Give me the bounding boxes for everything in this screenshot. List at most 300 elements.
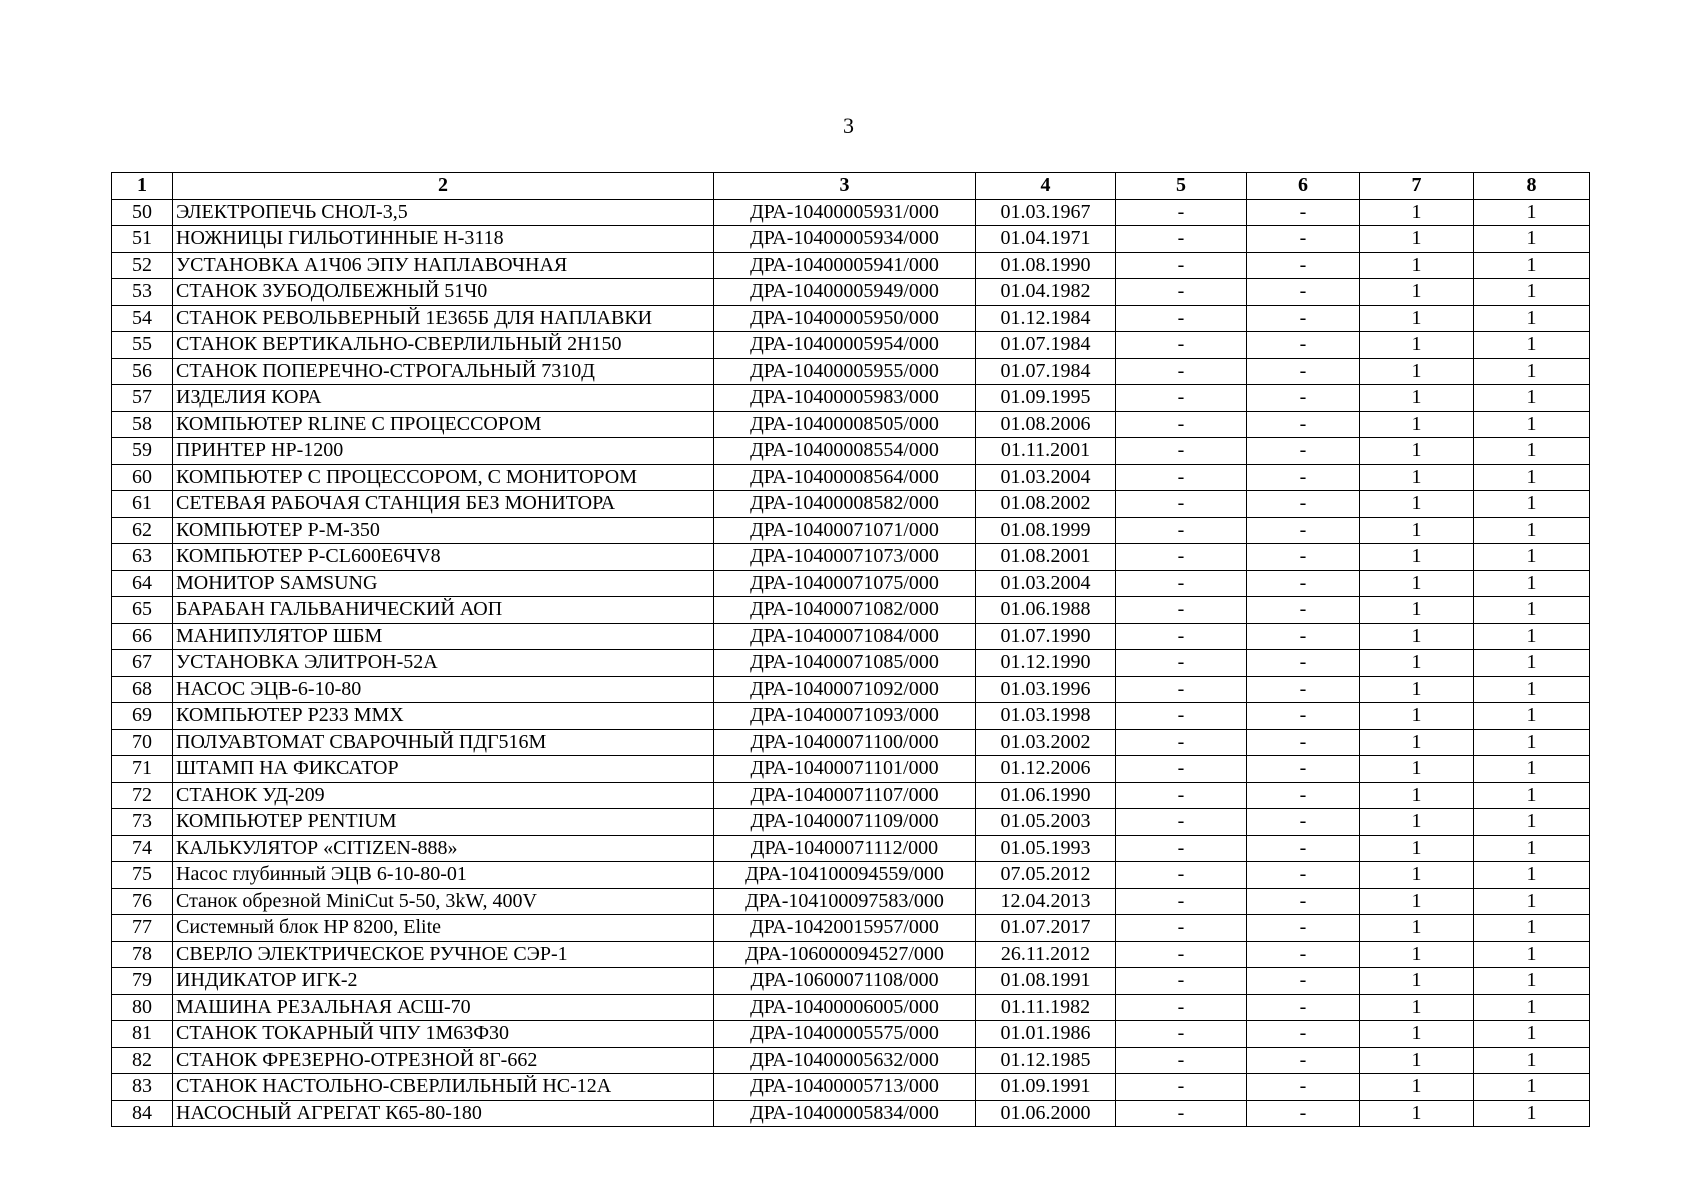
- row-number-cell: 69: [112, 703, 173, 730]
- table-row: [112, 491, 1590, 518]
- row-number-cell: 54: [112, 305, 173, 332]
- row-number-cell: 75: [112, 862, 173, 889]
- col8-cell: 1: [1474, 968, 1590, 995]
- inventory-code-cell: ДРА-10400071082/000: [714, 597, 976, 624]
- date-cell: 01.03.2002: [976, 729, 1116, 756]
- table-row: [112, 968, 1590, 995]
- item-name-cell: СТАНОК ВЕРТИКАЛЬНО-СВЕРЛИЛЬНЫЙ 2Н150: [173, 332, 714, 359]
- col8-cell: 1: [1474, 729, 1590, 756]
- col8-cell: 1: [1474, 1021, 1590, 1048]
- row-number-cell: 62: [112, 517, 173, 544]
- col5-cell: -: [1116, 544, 1247, 571]
- table-row: [112, 888, 1590, 915]
- col8-cell: 1: [1474, 1047, 1590, 1074]
- item-name-cell: БАРАБАН ГАЛЬВАНИЧЕСКИЙ АОП: [173, 597, 714, 624]
- row-number-cell: 82: [112, 1047, 173, 1074]
- col7-cell: 1: [1360, 1047, 1474, 1074]
- table-row: [112, 332, 1590, 359]
- col8-cell: 1: [1474, 199, 1590, 226]
- table-row: [112, 809, 1590, 836]
- col6-cell: -: [1247, 782, 1360, 809]
- inventory-code-cell: ДРА-10400071071/000: [714, 517, 976, 544]
- table-row: [112, 915, 1590, 942]
- col5-cell: -: [1116, 703, 1247, 730]
- col6-cell: -: [1247, 226, 1360, 253]
- inventory-code-cell: ДРА-10400071107/000: [714, 782, 976, 809]
- item-name-cell: ПОЛУАВТОМАТ СВАРОЧНЫЙ ПДГ516М: [173, 729, 714, 756]
- col6-cell: -: [1247, 729, 1360, 756]
- column-header: 7: [1360, 173, 1474, 200]
- col7-cell: 1: [1360, 703, 1474, 730]
- date-cell: 01.09.1995: [976, 385, 1116, 412]
- col5-cell: -: [1116, 729, 1247, 756]
- table-body: [112, 199, 1590, 1127]
- item-name-cell: КОМПЬЮТЕР Р233 ММХ: [173, 703, 714, 730]
- row-number-cell: 55: [112, 332, 173, 359]
- inventory-code-cell: ДРА-10400005950/000: [714, 305, 976, 332]
- col8-cell: 1: [1474, 623, 1590, 650]
- col5-cell: -: [1116, 226, 1247, 253]
- col6-cell: -: [1247, 332, 1360, 359]
- date-cell: 01.06.1990: [976, 782, 1116, 809]
- inventory-code-cell: ДРА-10400005941/000: [714, 252, 976, 279]
- item-name-cell: СВЕРЛО ЭЛЕКТРИЧЕСКОЕ РУЧНОЕ СЭР-1: [173, 941, 714, 968]
- date-cell: 01.03.2004: [976, 464, 1116, 491]
- date-cell: 01.09.1991: [976, 1074, 1116, 1101]
- col8-cell: 1: [1474, 915, 1590, 942]
- row-number-cell: 53: [112, 279, 173, 306]
- inventory-code-cell: ДРА-10400005954/000: [714, 332, 976, 359]
- col5-cell: -: [1116, 915, 1247, 942]
- col7-cell: 1: [1360, 1074, 1474, 1101]
- col8-cell: 1: [1474, 809, 1590, 836]
- table-row: [112, 1100, 1590, 1127]
- date-cell: 01.11.1982: [976, 994, 1116, 1021]
- col7-cell: 1: [1360, 199, 1474, 226]
- table-row: [112, 226, 1590, 253]
- inventory-code-cell: ДРА-10400071109/000: [714, 809, 976, 836]
- col6-cell: -: [1247, 809, 1360, 836]
- col7-cell: 1: [1360, 994, 1474, 1021]
- col8-cell: 1: [1474, 305, 1590, 332]
- col5-cell: -: [1116, 888, 1247, 915]
- date-cell: 01.07.2017: [976, 915, 1116, 942]
- col5-cell: -: [1116, 623, 1247, 650]
- col6-cell: -: [1247, 1074, 1360, 1101]
- col7-cell: 1: [1360, 597, 1474, 624]
- col8-cell: 1: [1474, 994, 1590, 1021]
- item-name-cell: КОМПЬЮТЕР С ПРОЦЕССОРОМ, С МОНИТОРОМ: [173, 464, 714, 491]
- col7-cell: 1: [1360, 279, 1474, 306]
- table-row: [112, 623, 1590, 650]
- col5-cell: -: [1116, 941, 1247, 968]
- col8-cell: 1: [1474, 544, 1590, 571]
- row-number-cell: 58: [112, 411, 173, 438]
- col5-cell: -: [1116, 650, 1247, 677]
- row-number-cell: 68: [112, 676, 173, 703]
- row-number-cell: 70: [112, 729, 173, 756]
- inventory-code-cell: ДРА-10600071108/000: [714, 968, 976, 995]
- date-cell: 01.07.1984: [976, 332, 1116, 359]
- item-name-cell: КОМПЬЮТЕР Р-М-350: [173, 517, 714, 544]
- col7-cell: 1: [1360, 1021, 1474, 1048]
- table-row: [112, 544, 1590, 571]
- inventory-code-cell: ДРА-10400008564/000: [714, 464, 976, 491]
- row-number-cell: 77: [112, 915, 173, 942]
- date-cell: 01.12.1990: [976, 650, 1116, 677]
- date-cell: 01.07.1990: [976, 623, 1116, 650]
- row-number-cell: 83: [112, 1074, 173, 1101]
- inventory-code-cell: ДРА-10400071075/000: [714, 570, 976, 597]
- col5-cell: -: [1116, 438, 1247, 465]
- table-row: [112, 729, 1590, 756]
- col8-cell: 1: [1474, 252, 1590, 279]
- col8-cell: 1: [1474, 570, 1590, 597]
- col5-cell: -: [1116, 252, 1247, 279]
- col7-cell: 1: [1360, 305, 1474, 332]
- col8-cell: 1: [1474, 676, 1590, 703]
- inventory-code-cell: ДРА-10400008554/000: [714, 438, 976, 465]
- table-row: [112, 703, 1590, 730]
- item-name-cell: КОМПЬЮТЕР RLINE С ПРОЦЕССОРОМ: [173, 411, 714, 438]
- date-cell: 01.06.1988: [976, 597, 1116, 624]
- col5-cell: -: [1116, 756, 1247, 783]
- col5-cell: -: [1116, 968, 1247, 995]
- col5-cell: -: [1116, 517, 1247, 544]
- row-number-cell: 73: [112, 809, 173, 836]
- col5-cell: -: [1116, 1047, 1247, 1074]
- col6-cell: -: [1247, 597, 1360, 624]
- row-number-cell: 57: [112, 385, 173, 412]
- table-row: [112, 517, 1590, 544]
- item-name-cell: Системный блок HP 8200, Elite: [173, 915, 714, 942]
- date-cell: 12.04.2013: [976, 888, 1116, 915]
- col6-cell: -: [1247, 411, 1360, 438]
- inventory-code-cell: ДРА-10400006005/000: [714, 994, 976, 1021]
- col6-cell: -: [1247, 756, 1360, 783]
- inventory-code-cell: ДРА-10400005949/000: [714, 279, 976, 306]
- inventory-code-cell: ДРА-104100097583/000: [714, 888, 976, 915]
- row-number-cell: 76: [112, 888, 173, 915]
- col6-cell: -: [1247, 1100, 1360, 1127]
- col6-cell: -: [1247, 544, 1360, 571]
- inventory-code-cell: ДРА-10400008505/000: [714, 411, 976, 438]
- table-row: [112, 438, 1590, 465]
- row-number-cell: 79: [112, 968, 173, 995]
- row-number-cell: 81: [112, 1021, 173, 1048]
- col5-cell: -: [1116, 464, 1247, 491]
- col5-cell: -: [1116, 994, 1247, 1021]
- col8-cell: 1: [1474, 650, 1590, 677]
- date-cell: 01.12.1985: [976, 1047, 1116, 1074]
- col5-cell: -: [1116, 279, 1247, 306]
- inventory-code-cell: ДРА-106000094527/000: [714, 941, 976, 968]
- col7-cell: 1: [1360, 782, 1474, 809]
- col6-cell: -: [1247, 862, 1360, 889]
- col7-cell: 1: [1360, 729, 1474, 756]
- table-row: [112, 597, 1590, 624]
- date-cell: 01.01.1986: [976, 1021, 1116, 1048]
- inventory-code-cell: ДРА-10400071093/000: [714, 703, 976, 730]
- row-number-cell: 71: [112, 756, 173, 783]
- item-name-cell: КОМПЬЮТЕР PENTIUM: [173, 809, 714, 836]
- table-row: [112, 1047, 1590, 1074]
- table-row: [112, 1074, 1590, 1101]
- table-row: [112, 835, 1590, 862]
- item-name-cell: МАНИПУЛЯТОР ШБМ: [173, 623, 714, 650]
- col6-cell: -: [1247, 835, 1360, 862]
- col6-cell: -: [1247, 491, 1360, 518]
- col7-cell: 1: [1360, 464, 1474, 491]
- column-header: 1: [112, 173, 173, 200]
- item-name-cell: НАСОСНЫЙ АГРЕГАТ К65-80-180: [173, 1100, 714, 1127]
- col5-cell: -: [1116, 305, 1247, 332]
- column-header: 6: [1247, 173, 1360, 200]
- inventory-code-cell: ДРА-10400071100/000: [714, 729, 976, 756]
- table-row: [112, 199, 1590, 226]
- table-header-row: [112, 173, 1590, 200]
- col8-cell: 1: [1474, 491, 1590, 518]
- item-name-cell: КАЛЬКУЛЯТОР «CITIZEN-888»: [173, 835, 714, 862]
- col6-cell: -: [1247, 1047, 1360, 1074]
- col7-cell: 1: [1360, 491, 1474, 518]
- col7-cell: 1: [1360, 888, 1474, 915]
- row-number-cell: 74: [112, 835, 173, 862]
- col6-cell: -: [1247, 570, 1360, 597]
- date-cell: 01.08.2006: [976, 411, 1116, 438]
- date-cell: 01.08.1990: [976, 252, 1116, 279]
- col7-cell: 1: [1360, 862, 1474, 889]
- col8-cell: 1: [1474, 756, 1590, 783]
- col7-cell: 1: [1360, 1100, 1474, 1127]
- table-row: [112, 994, 1590, 1021]
- row-number-cell: 80: [112, 994, 173, 1021]
- table-row: [112, 570, 1590, 597]
- col6-cell: -: [1247, 464, 1360, 491]
- col7-cell: 1: [1360, 756, 1474, 783]
- date-cell: 01.03.1998: [976, 703, 1116, 730]
- inventory-code-cell: ДРА-10400005834/000: [714, 1100, 976, 1127]
- item-name-cell: СЕТЕВАЯ РАБОЧАЯ СТАНЦИЯ БЕЗ МОНИТОРА: [173, 491, 714, 518]
- col5-cell: -: [1116, 199, 1247, 226]
- inventory-code-cell: ДРА-10400071112/000: [714, 835, 976, 862]
- date-cell: 01.11.2001: [976, 438, 1116, 465]
- row-number-cell: 84: [112, 1100, 173, 1127]
- table-row: [112, 385, 1590, 412]
- row-number-cell: 60: [112, 464, 173, 491]
- date-cell: 01.03.2004: [976, 570, 1116, 597]
- date-cell: 01.08.1991: [976, 968, 1116, 995]
- col7-cell: 1: [1360, 411, 1474, 438]
- col6-cell: -: [1247, 385, 1360, 412]
- inventory-code-cell: ДРА-10400005983/000: [714, 385, 976, 412]
- col5-cell: -: [1116, 411, 1247, 438]
- column-header: 3: [714, 173, 976, 200]
- col8-cell: 1: [1474, 835, 1590, 862]
- page-number: 3: [843, 113, 854, 138]
- col8-cell: 1: [1474, 597, 1590, 624]
- col6-cell: -: [1247, 623, 1360, 650]
- date-cell: 01.08.1999: [976, 517, 1116, 544]
- date-cell: 01.03.1967: [976, 199, 1116, 226]
- inventory-code-cell: ДРА-10400005713/000: [714, 1074, 976, 1101]
- table-row: [112, 464, 1590, 491]
- date-cell: 01.06.2000: [976, 1100, 1116, 1127]
- col7-cell: 1: [1360, 809, 1474, 836]
- col8-cell: 1: [1474, 332, 1590, 359]
- col5-cell: -: [1116, 597, 1247, 624]
- row-number-cell: 61: [112, 491, 173, 518]
- date-cell: 01.07.1984: [976, 358, 1116, 385]
- item-name-cell: МОНИТОР SAMSUNG: [173, 570, 714, 597]
- item-name-cell: ПРИНТЕР НР-1200: [173, 438, 714, 465]
- col6-cell: -: [1247, 703, 1360, 730]
- inventory-code-cell: ДРА-10400071084/000: [714, 623, 976, 650]
- col6-cell: -: [1247, 252, 1360, 279]
- col7-cell: 1: [1360, 650, 1474, 677]
- col5-cell: -: [1116, 358, 1247, 385]
- table-row: [112, 411, 1590, 438]
- table-row: [112, 252, 1590, 279]
- date-cell: 01.12.2006: [976, 756, 1116, 783]
- col5-cell: -: [1116, 1021, 1247, 1048]
- col6-cell: -: [1247, 650, 1360, 677]
- item-name-cell: СТАНОК РЕВОЛЬВЕРНЫЙ 1Е365Б ДЛЯ НАПЛАВКИ: [173, 305, 714, 332]
- col8-cell: 1: [1474, 226, 1590, 253]
- col8-cell: 1: [1474, 358, 1590, 385]
- col8-cell: 1: [1474, 517, 1590, 544]
- item-name-cell: СТАНОК НАСТОЛЬНО-СВЕРЛИЛЬНЫЙ НС-12А: [173, 1074, 714, 1101]
- item-name-cell: ЭЛЕКТРОПЕЧЬ СНОЛ-3,5: [173, 199, 714, 226]
- col8-cell: 1: [1474, 279, 1590, 306]
- inventory-code-cell: ДРА-104100094559/000: [714, 862, 976, 889]
- column-header: 8: [1474, 173, 1590, 200]
- col7-cell: 1: [1360, 358, 1474, 385]
- table-row: [112, 862, 1590, 889]
- col7-cell: 1: [1360, 385, 1474, 412]
- col5-cell: -: [1116, 385, 1247, 412]
- col7-cell: 1: [1360, 915, 1474, 942]
- inventory-code-cell: ДРА-10400005575/000: [714, 1021, 976, 1048]
- inventory-code-cell: ДРА-10400071085/000: [714, 650, 976, 677]
- col8-cell: 1: [1474, 385, 1590, 412]
- item-name-cell: СТАНОК ЗУБОДОЛБЕЖНЫЙ 51Ч0: [173, 279, 714, 306]
- col5-cell: -: [1116, 570, 1247, 597]
- col7-cell: 1: [1360, 835, 1474, 862]
- col6-cell: -: [1247, 994, 1360, 1021]
- table-row: [112, 941, 1590, 968]
- row-number-cell: 50: [112, 199, 173, 226]
- inventory-code-cell: ДРА-10400071073/000: [714, 544, 976, 571]
- date-cell: 07.05.2012: [976, 862, 1116, 889]
- table-row: [112, 279, 1590, 306]
- row-number-cell: 72: [112, 782, 173, 809]
- row-number-cell: 64: [112, 570, 173, 597]
- col7-cell: 1: [1360, 332, 1474, 359]
- date-cell: 26.11.2012: [976, 941, 1116, 968]
- col6-cell: -: [1247, 517, 1360, 544]
- date-cell: 01.04.1982: [976, 279, 1116, 306]
- col5-cell: -: [1116, 1074, 1247, 1101]
- column-header: 5: [1116, 173, 1247, 200]
- col7-cell: 1: [1360, 544, 1474, 571]
- table-row: [112, 756, 1590, 783]
- col6-cell: -: [1247, 676, 1360, 703]
- inventory-code-cell: ДРА-10420015957/000: [714, 915, 976, 942]
- item-name-cell: НОЖНИЦЫ ГИЛЬОТИННЫЕ Н-3118: [173, 226, 714, 253]
- date-cell: 01.12.1984: [976, 305, 1116, 332]
- row-number-cell: 59: [112, 438, 173, 465]
- inventory-code-cell: ДРА-10400071092/000: [714, 676, 976, 703]
- col5-cell: -: [1116, 809, 1247, 836]
- row-number-cell: 78: [112, 941, 173, 968]
- inventory-code-cell: ДРА-10400005934/000: [714, 226, 976, 253]
- item-name-cell: ШТАМП НА ФИКСАТОР: [173, 756, 714, 783]
- row-number-cell: 67: [112, 650, 173, 677]
- table-row: [112, 1021, 1590, 1048]
- table-row: [112, 305, 1590, 332]
- col7-cell: 1: [1360, 623, 1474, 650]
- col5-cell: -: [1116, 676, 1247, 703]
- item-name-cell: КОМПЬЮТЕР P-CL600E6ЧV8: [173, 544, 714, 571]
- col5-cell: -: [1116, 782, 1247, 809]
- col8-cell: 1: [1474, 1100, 1590, 1127]
- col5-cell: -: [1116, 332, 1247, 359]
- col6-cell: -: [1247, 199, 1360, 226]
- col6-cell: -: [1247, 968, 1360, 995]
- col7-cell: 1: [1360, 968, 1474, 995]
- col6-cell: -: [1247, 915, 1360, 942]
- column-header: 4: [976, 173, 1116, 200]
- item-name-cell: МАШИНА РЕЗАЛЬНАЯ АСШ-70: [173, 994, 714, 1021]
- item-name-cell: НАСОС ЭЦВ-6-10-80: [173, 676, 714, 703]
- item-name-cell: Насос глубинный ЭЦВ 6-10-80-01: [173, 862, 714, 889]
- col6-cell: -: [1247, 888, 1360, 915]
- col8-cell: 1: [1474, 703, 1590, 730]
- col5-cell: -: [1116, 1100, 1247, 1127]
- row-number-cell: 65: [112, 597, 173, 624]
- item-name-cell: СТАНОК УД-209: [173, 782, 714, 809]
- row-number-cell: 63: [112, 544, 173, 571]
- col8-cell: 1: [1474, 411, 1590, 438]
- col8-cell: 1: [1474, 888, 1590, 915]
- date-cell: 01.05.1993: [976, 835, 1116, 862]
- row-number-cell: 52: [112, 252, 173, 279]
- item-name-cell: УСТАНОВКА А1Ч06 ЭПУ НАПЛАВОЧНАЯ: [173, 252, 714, 279]
- inventory-code-cell: ДРА-10400005632/000: [714, 1047, 976, 1074]
- col8-cell: 1: [1474, 941, 1590, 968]
- col8-cell: 1: [1474, 862, 1590, 889]
- col8-cell: 1: [1474, 438, 1590, 465]
- table-row: [112, 676, 1590, 703]
- col7-cell: 1: [1360, 226, 1474, 253]
- col6-cell: -: [1247, 305, 1360, 332]
- col6-cell: -: [1247, 941, 1360, 968]
- inventory-code-cell: ДРА-10400008582/000: [714, 491, 976, 518]
- col5-cell: -: [1116, 491, 1247, 518]
- col7-cell: 1: [1360, 252, 1474, 279]
- col6-cell: -: [1247, 358, 1360, 385]
- date-cell: 01.03.1996: [976, 676, 1116, 703]
- col7-cell: 1: [1360, 517, 1474, 544]
- col5-cell: -: [1116, 862, 1247, 889]
- col5-cell: -: [1116, 835, 1247, 862]
- date-cell: 01.08.2001: [976, 544, 1116, 571]
- item-name-cell: ИЗДЕЛИЯ КОРА: [173, 385, 714, 412]
- table-row: [112, 782, 1590, 809]
- item-name-cell: СТАНОК ФРЕЗЕРНО-ОТРЕЗНОЙ 8Г-662: [173, 1047, 714, 1074]
- date-cell: 01.04.1971: [976, 226, 1116, 253]
